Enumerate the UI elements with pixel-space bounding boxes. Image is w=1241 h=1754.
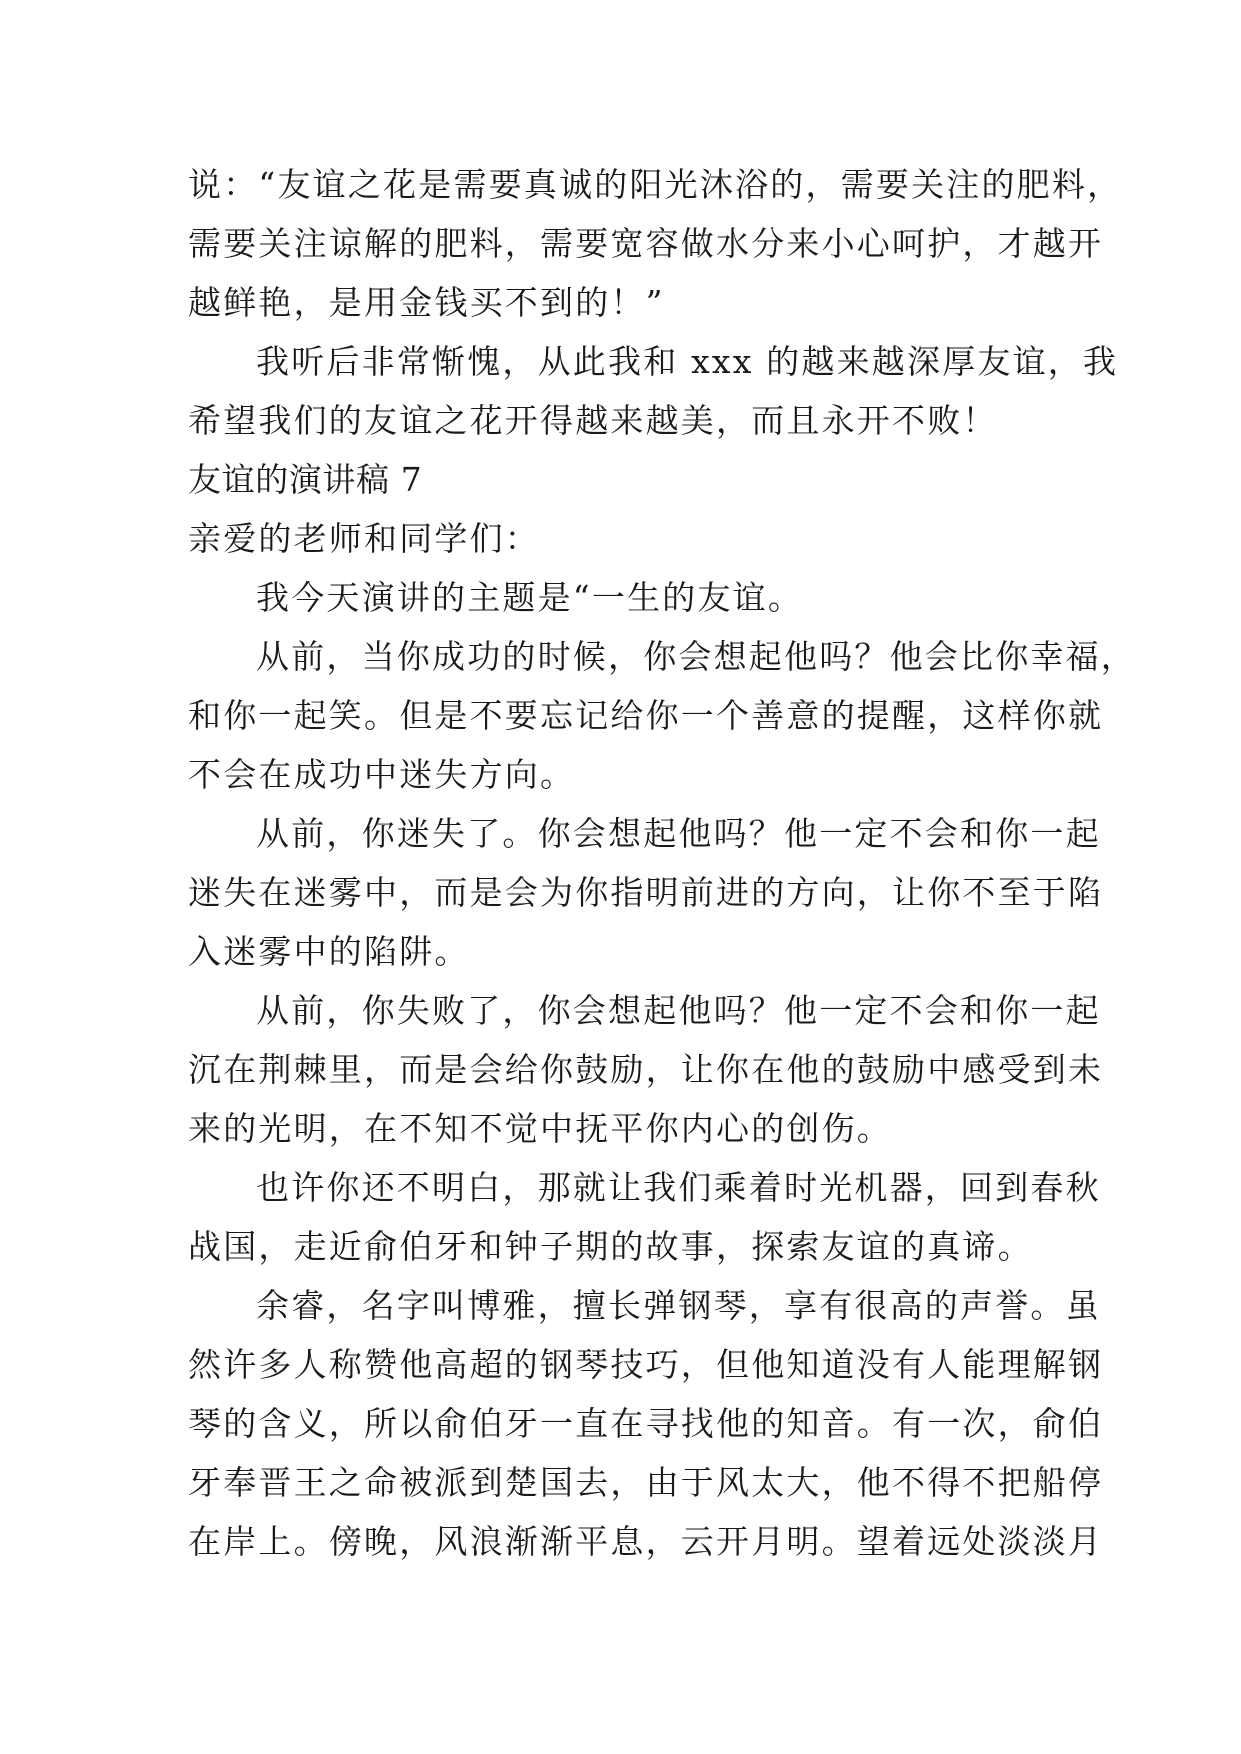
text-line: 越鲜艳，是用金钱买不到的！” (188, 283, 665, 322)
text-line: 入迷雾中的陷阱。 (188, 932, 470, 971)
paragraph-first-line: 也许你还不明白，那就让我们乘着时光机器，回到春秋 (256, 1168, 1101, 1207)
paragraph-first-line: 余睿，名字叫博雅，擅长弹钢琴，享有很高的声誉。虽 (256, 1286, 1101, 1325)
text-line: 说：“友谊之花是需要真诚的阳光沐浴的，需要关注的肥料， (188, 165, 1123, 204)
paragraph-first-line: 从前，你失败了，你会想起他吗？他一定不会和你一起 (256, 991, 1101, 1030)
text-line: 和你一起笑。但是不要忘记给你一个善意的提醒，这样你就 (188, 696, 1104, 735)
paragraph-first-line: 我听后非常惭愧，从此我和 xxx 的越来越深厚友谊，我 (256, 342, 1119, 381)
text-line: 战国，走近俞伯牙和钟子期的故事，探索友谊的真谛。 (188, 1227, 1033, 1266)
text-line: 在岸上。傍晚，风浪渐渐平息，云开月明。望着远处淡淡月 (188, 1522, 1104, 1561)
section-heading: 友谊的演讲稿 7 (188, 460, 423, 499)
text-line: 迷失在迷雾中，而是会为你指明前进的方向，让你不至于陷 (188, 873, 1104, 912)
text-line: 不会在成功中迷失方向。 (188, 755, 576, 794)
text-line: 沉在荆棘里，而是会给你鼓励，让你在他的鼓励中感受到未 (188, 1050, 1104, 1089)
paragraph-first-line: 从前，你迷失了。你会想起他吗？他一定不会和你一起 (256, 814, 1101, 853)
text-line: 来的光明，在不知不觉中抚平你内心的创伤。 (188, 1109, 892, 1148)
text-line: 然许多人称赞他高超的钢琴技巧，但他知道没有人能理解钢 (188, 1345, 1104, 1384)
text-line: 琴的含义，所以俞伯牙一直在寻找他的知音。有一次，俞伯 (188, 1404, 1104, 1443)
paragraph-first-line: 从前，当你成功的时候，你会想起他吗？他会比你幸福， (256, 637, 1136, 676)
text-line: 希望我们的友谊之花开得越来越美，而且永开不败！ (188, 401, 998, 440)
text-line: 牙奉晋王之命被派到楚国去，由于风太大，他不得不把船停 (188, 1463, 1104, 1502)
salutation: 亲爱的老师和同学们： (188, 519, 540, 558)
text-line: 需要关注谅解的肥料，需要宽容做水分来小心呵护，才越开 (188, 224, 1104, 263)
paragraph-first-line: 我今天演讲的主题是“一生的友谊。 (256, 578, 804, 617)
document-page (188, 155, 1136, 1571)
